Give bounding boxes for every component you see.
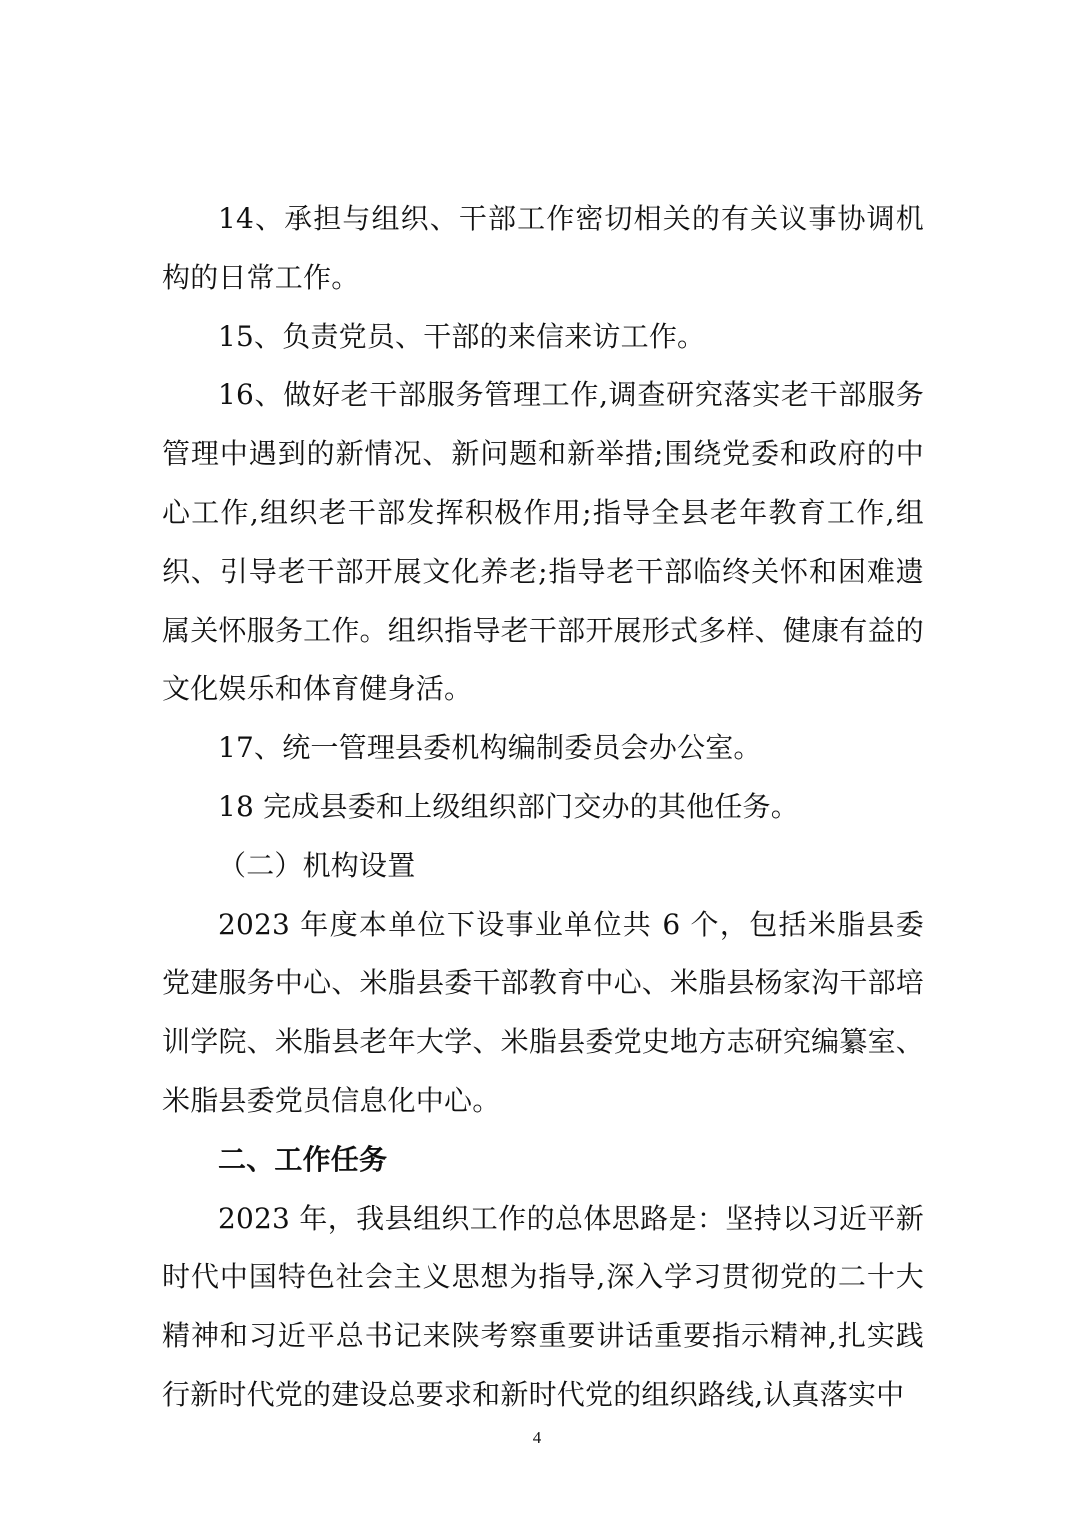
paragraph-item-15: 15、负责党员、干部的来信来访工作。 <box>218 319 706 353</box>
paragraph-item-18: 18 完成县委和上级组织部门交办的其他任务。 <box>218 789 799 823</box>
paragraph-item-16: 16、做好老干部服务管理工作,调查研究落实老干部服务管理中遇到的新情况、新问题和新举措;围绕党委和政府的中心工作,组织老干部发挥积极作用;指导全县老年教育工作,组织、引导老干部开展文化养老;指导老干部临终关怀和困难遗属关怀服务工作。组织指导老干部开展形式多样、健康有益的文化娱乐和体育健身活。 <box>162 378 924 706</box>
paragraph-organization-setup: 2023 年度本单位下设事业单位共 6 个，包括米脂县委党建服务中心、米脂县委干部教育中心、米脂县杨家沟干部培训学院、米脂县老年大学、米脂县委党史地方志研究编纂室、米脂县委党员信息化中心。 <box>162 907 924 1117</box>
paragraph-work-tasks-intro: 2023 年，我县组织工作的总体思路是：坚持以习近平新时代中国特色社会主义思想为指导,深入学习贯彻党的二十大精神和习近平总书记来陕考察重要讲话重要指示精神,扎实践行新时代党的建设总要求和新时代党的组织路线,认真落实中 <box>162 1201 924 1411</box>
paragraph-item-17: 17、统一管理县委机构编制委员会办公室。 <box>218 731 762 765</box>
page-number: 4 <box>532 1428 542 1447</box>
document-body <box>162 190 924 1425</box>
section-heading-work-tasks: 二、工作任务 <box>218 1142 388 1176</box>
subheading-organization-setup: （二）机构设置 <box>218 848 416 882</box>
paragraph-item-14: 14、承担与组织、干部工作密切相关的有关议事协调机构的日常工作。 <box>162 202 924 294</box>
